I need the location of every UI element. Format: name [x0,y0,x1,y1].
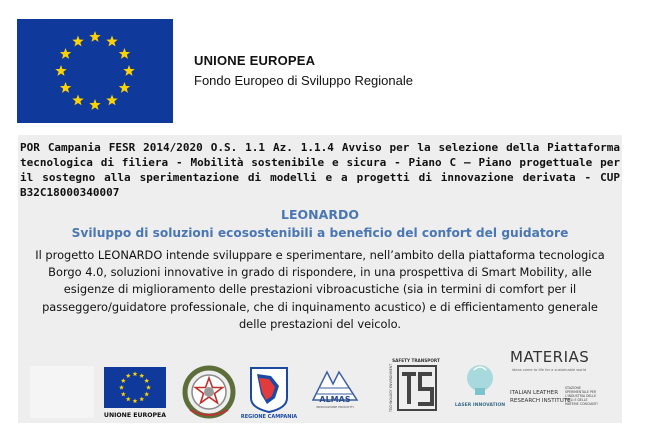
eu-small-logo [104,367,166,419]
project-description: Il progetto LEONARDO intende sviluppare e sperimentare, nell’ambito della piattaforma tecnologica Borgo 4.0, soluzioni innovative in grado di rispondere, in una prospettiva di Smart Mobility, alle esigenze di miglioramento delle prestazioni vibroacustiche (sia in termini di comfort per il passeggero/guidatore professionale, che di inquinamento acustico) e di efficientamento generale delle prestazioni del veicolo. [35,248,605,331]
eu-flag-star-icon [106,94,117,105]
eu-flag-star-icon [72,94,83,105]
materias-tagline: ideas come to life for a sustainable world [512,368,587,372]
eu-flag-star-icon [123,65,134,76]
eu-flag-star-icon [106,36,117,47]
eu-small-caption: UNIONE EUROPEA [103,412,167,419]
eu-flag-star-icon [72,36,83,47]
laser-innovation-logo [452,360,508,412]
materias-name: MATERIAS [510,348,590,366]
funding-legal-text: POR Campania FESR 2014/2020 O.S. 1.1 Az. 1.1.4 Avviso per la selezione della Piattaforma tecnologica di filiera - Mobilità sostenibile e sicura - Piano C – Piano progettuale per il sostegno alla sperimentazione di modelli e a progetti di innovazione derivata - CUP B32C18000340007 [20,141,620,199]
campania-caption: REGIONE CAMPANIA [240,414,298,420]
blank-logo-placeholder [30,366,94,418]
eu-flag-star-icon [89,99,100,110]
ilri-line-1: ITALIAN LEATHER [510,390,559,396]
materias-ilri-logos [508,346,600,422]
almas-caption: ALMAS [319,395,351,404]
eu-flag-star-icon [60,82,71,93]
regione-campania-logo [240,364,298,420]
sts-side-caption: TECHNOLOGY ENVIRONMENT [389,363,393,412]
eu-flag-star-icon [55,65,66,76]
almas-logo [309,366,361,410]
eu-stars [17,19,173,123]
italian-republic-emblem [180,362,238,420]
almas-tagline: INNOVAZIONE PRODOTTI [316,405,354,409]
eu-org-subtitle: Fondo Europeo di Sviluppo Regionale [194,73,413,88]
eu-flag-star-icon [60,48,71,59]
laser-caption: LASER INNOVATION [454,403,506,408]
ilri-line-2: RESEARCH INSTITUTE [510,398,571,404]
eu-flag-logo [17,19,173,123]
project-subtitle: Sviluppo di soluzioni ecosostenibili a beneficio del confort del guidatore [71,226,569,240]
eu-flag-star-icon [119,48,130,59]
sts-top-caption: SAFETY TRANSPORT [392,358,440,363]
ilri-side-text: STAZIONE SPERIMENTALE PER L'INDUSTRIA DELLE PELLI E DELLE MATERIE CONCIANTI [565,386,598,406]
eu-org-title: UNIONE EUROPEA [194,53,316,68]
eu-flag-star-icon [89,31,100,42]
safety-transport-logo [386,356,442,414]
eu-flag-star-icon [119,82,130,93]
project-name: LEONARDO [281,207,359,222]
